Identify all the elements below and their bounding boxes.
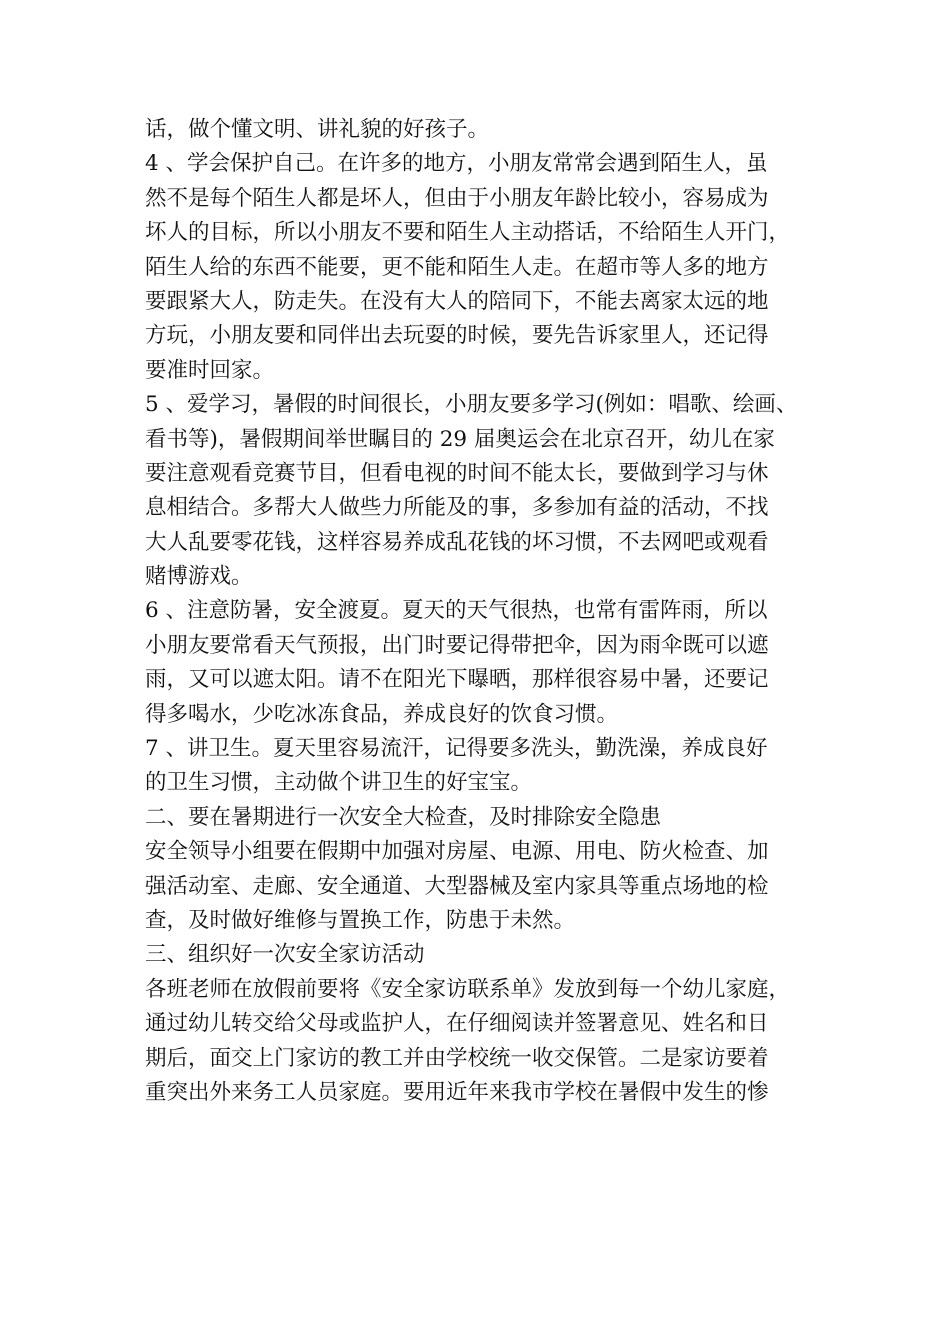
text-line: 要跟紧大人，防走失。在没有大人的陪同下，不能去离家太远的地 (145, 288, 769, 314)
section-heading: 二、要在暑期进行一次安全大检查，及时排除安全隐患 (145, 804, 662, 830)
text-line: 6 、注意防暑，安全渡夏。夏天的天气很热，也常有雷阵雨，所以 (145, 598, 768, 624)
document-body (145, 113, 810, 1110)
text-line: 要准时回家。 (145, 357, 275, 383)
text-line: 各班老师在放假前要将《安全家访联系单》发放到每一个幼儿家庭， (145, 976, 791, 1002)
text-line: 期后，面交上门家访的教工并由学校统一收交保管。二是家访要着 (145, 1045, 769, 1071)
text-line: 话，做个懂文明、讲礼貌的好孩子。 (145, 117, 490, 142)
text-line: 方玩，小朋友要和同伴出去玩耍的时候，要先告诉家里人，还记得 (145, 323, 769, 349)
text-line: 坏人的目标，所以小朋友不要和陌生人主动搭话，不给陌生人开门， (145, 220, 791, 246)
text-line: 要注意观看竞赛节目，但看电视的时间不能太长，要做到学习与休 (145, 460, 769, 486)
text-line: 通过幼儿转交给父母或监护人，在仔细阅读并签署意见、姓名和日 (145, 1011, 769, 1037)
section-heading: 三、组织好一次安全家访活动 (145, 942, 425, 968)
text-line: 大人乱要零花钱，这样容易养成乱花钱的坏习惯，不去网吧或观看 (145, 529, 769, 555)
text-line: 息相结合。多帮大人做些力所能及的事，多参加有益的活动，不找 (145, 495, 769, 521)
text-line: 7 、讲卫生。夏天里容易流汗，记得要多洗头，勤洗澡，养成良好 (145, 736, 768, 762)
text-line: 5 、爱学习，暑假的时间很长，小朋友要多学习(例如：唱歌、绘画、 (145, 392, 798, 418)
text-line: 陌生人给的东西不能要，更不能和陌生人走。在超市等人多的地方 (145, 254, 769, 280)
text-line: 查，及时做好维修与置换工作，防患于未然。 (145, 907, 576, 933)
text-line: 看书等)，暑假期间举世瞩目的 29 届奥运会在北京召开，幼儿在家 (145, 426, 775, 452)
text-line: 重突出外来务工人员家庭。要用近年来我市学校在暑假中发生的惨 (145, 1079, 769, 1105)
text-line: 小朋友要常看天气预报，出门时要记得带把伞，因为雨伞既可以遮 (145, 632, 769, 658)
text-line: 得多喝水，少吃冰冻食品，养成良好的饮食习惯。 (145, 701, 619, 727)
text-line: 安全领导小组要在假期中加强对房屋、电源、用电、防火检查、加 (145, 839, 769, 865)
text-line: 4 、学会保护自己。在许多的地方，小朋友常常会遇到陌生人，虽 (145, 151, 768, 177)
text-line: 雨，又可以遮太阳。请不在阳光下曝晒，那样很容易中暑，还要记 (145, 667, 769, 693)
text-line: 赌博游戏。 (145, 564, 253, 590)
text-line: 然不是每个陌生人都是坏人，但由于小朋友年龄比较小，容易成为 (145, 185, 769, 211)
text-line: 的卫生习惯，主动做个讲卫生的好宝宝。 (145, 770, 533, 796)
text-line: 强活动室、走廊、安全通道、大型器械及室内家具等重点场地的检 (145, 873, 769, 899)
